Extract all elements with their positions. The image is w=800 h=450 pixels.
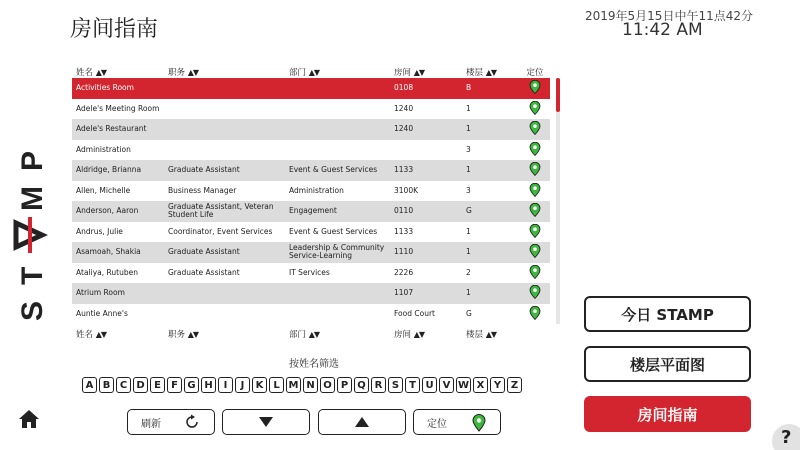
column-footer-name[interactable]: 姓名 ▲▼	[76, 330, 107, 340]
cell-floor: 2	[466, 268, 471, 277]
arrow-up-icon	[354, 416, 370, 428]
locate-label: 定位	[427, 418, 447, 430]
letter-filter-b[interactable]: B	[99, 377, 114, 393]
map-pin-icon[interactable]	[520, 80, 550, 96]
refresh-button[interactable]	[127, 409, 215, 435]
letter-filter-g[interactable]: G	[184, 377, 199, 393]
map-pin-icon[interactable]	[520, 244, 550, 260]
table-row[interactable]	[72, 304, 550, 325]
column-footer-department[interactable]: 部门 ▲▼	[289, 330, 320, 340]
cell-name: Anderson, Aaron	[76, 207, 139, 216]
table-row[interactable]	[72, 78, 550, 99]
cell-job: Graduate Assistant, Veteran Student Life	[168, 203, 274, 220]
filter-label: 按姓名筛选	[289, 359, 339, 370]
cell-floor: G	[466, 207, 472, 216]
letter-filter-v[interactable]: V	[439, 377, 454, 393]
letter-filter-x[interactable]: X	[473, 377, 488, 393]
column-header-job[interactable]: 职务 ▲▼	[168, 68, 199, 78]
map-pin-icon[interactable]	[520, 306, 550, 322]
letter-filter-s[interactable]: S	[388, 377, 403, 393]
letter-filter-w[interactable]: W	[456, 377, 471, 393]
cell-room: 0108	[394, 84, 414, 93]
svg-text:S: S	[16, 300, 49, 321]
map-pin-icon[interactable]	[520, 162, 550, 178]
locate-button[interactable]	[413, 409, 501, 435]
table-row[interactable]	[72, 181, 550, 202]
cell-room: 1240	[394, 125, 414, 134]
room-directory-button[interactable]: 房间指南	[584, 396, 751, 432]
cell-room: 1110	[394, 248, 414, 257]
svg-text:M: M	[16, 186, 49, 211]
cell-name: Andrus, Julie	[76, 227, 123, 236]
letter-filter-z[interactable]: Z	[507, 377, 522, 393]
table-row[interactable]	[72, 99, 550, 120]
column-header-floor[interactable]: 楼层 ▲▼	[466, 68, 497, 78]
cell-job: Graduate Assistant	[168, 248, 240, 257]
table-row[interactable]	[72, 160, 550, 181]
cell-floor: B	[466, 84, 472, 93]
map-pin-icon	[472, 414, 486, 432]
stamp-logo	[8, 135, 50, 325]
scroll-up-button[interactable]	[318, 409, 406, 435]
refresh-label: 刷新	[141, 418, 161, 430]
stamp-today-button[interactable]: 今日 STAMP	[584, 296, 751, 332]
cell-dept: Leadership & Community Service-Learning	[289, 244, 385, 261]
cell-name: Ataliya, Rutuben	[76, 268, 138, 277]
letter-filter-t[interactable]: T	[405, 377, 420, 393]
table-row[interactable]	[72, 283, 550, 304]
scroll-thumb[interactable]	[556, 78, 560, 112]
cell-floor: 1	[466, 248, 471, 257]
page-title: 房间指南	[70, 17, 159, 42]
cell-name: Administration	[76, 145, 131, 154]
cell-name: Allen, Michelle	[76, 186, 131, 195]
floor-plan-button[interactable]: 楼层平面图	[584, 346, 751, 382]
letter-filter-j[interactable]: J	[235, 377, 250, 393]
scrollbar[interactable]	[556, 78, 560, 324]
cell-floor: G	[466, 309, 472, 318]
cell-name: Asamoah, Shakia	[76, 248, 141, 257]
letter-filter-k[interactable]: K	[252, 377, 267, 393]
cell-job: Business Manager	[168, 186, 237, 195]
date-display: 2019年5月15日中午11点42分	[585, 9, 753, 23]
cell-job: Graduate Assistant	[168, 268, 240, 277]
cell-name: Adele's Meeting Room	[76, 104, 160, 113]
cell-floor: 1	[466, 289, 471, 298]
letter-filter-m[interactable]: M	[286, 377, 301, 393]
table-row[interactable]	[72, 201, 550, 222]
cell-job: Graduate Assistant	[168, 166, 240, 175]
map-pin-icon[interactable]	[520, 203, 550, 219]
cell-floor: 1	[466, 104, 471, 113]
letter-filter-h[interactable]: H	[201, 377, 216, 393]
home-icon[interactable]	[18, 408, 40, 430]
letter-filter-e[interactable]: E	[150, 377, 165, 393]
svg-text:T: T	[16, 266, 49, 285]
letter-filter-a[interactable]: A	[82, 377, 97, 393]
refresh-icon	[184, 414, 200, 430]
letter-filter-o[interactable]: O	[320, 377, 335, 393]
cell-name: Aldridge, Brianna	[76, 166, 142, 175]
scroll-down-button[interactable]	[222, 409, 310, 435]
table-row[interactable]	[72, 140, 550, 161]
cell-room: Food Court	[394, 309, 435, 318]
cell-name: Auntie Anne's	[76, 309, 128, 318]
cell-room: 0110	[394, 207, 414, 216]
letter-filter-n[interactable]: N	[303, 377, 318, 393]
cell-dept: Administration	[289, 186, 344, 195]
cell-floor: 3	[466, 145, 471, 154]
letter-filter-y[interactable]: Y	[490, 377, 505, 393]
cell-room: 1133	[394, 166, 414, 175]
letter-filter-d[interactable]: D	[133, 377, 148, 393]
arrow-down-icon	[258, 416, 274, 428]
cell-floor: 1	[466, 166, 471, 175]
table-row[interactable]	[72, 242, 550, 263]
help-icon[interactable]: ?	[772, 424, 800, 450]
column-header-locate: 定位	[526, 68, 544, 78]
cell-room: 1240	[394, 104, 414, 113]
table-footer-header	[72, 324, 550, 344]
letter-filter-l[interactable]: L	[269, 377, 284, 393]
cell-room: 1107	[394, 289, 414, 298]
cell-job: Coordinator, Event Services	[168, 227, 273, 236]
map-pin-icon[interactable]	[520, 101, 550, 117]
column-footer-room[interactable]: 房间 ▲▼	[394, 330, 425, 340]
table-row[interactable]	[72, 119, 550, 140]
cell-dept: Engagement	[289, 207, 337, 216]
cell-name: Atrium Room	[76, 289, 125, 298]
column-footer-floor[interactable]: 楼层 ▲▼	[466, 330, 497, 340]
cell-room: 2226	[394, 268, 414, 277]
map-pin-icon[interactable]	[520, 121, 550, 137]
cell-floor: 3	[466, 186, 471, 195]
column-header-name[interactable]: 姓名 ▲▼	[76, 68, 107, 78]
cell-room: 1133	[394, 227, 414, 236]
letter-filter-q[interactable]: Q	[354, 377, 369, 393]
table-row[interactable]	[72, 263, 550, 284]
letter-filter-u[interactable]: U	[422, 377, 437, 393]
column-header-room[interactable]: 房间 ▲▼	[394, 68, 425, 78]
map-pin-icon[interactable]	[520, 183, 550, 199]
table-row[interactable]	[72, 222, 550, 243]
svg-text:P: P	[16, 150, 49, 171]
cell-floor: 1	[466, 227, 471, 236]
letter-filter-r[interactable]: R	[371, 377, 386, 393]
map-pin-icon[interactable]	[520, 285, 550, 301]
cell-dept: Event & Guest Services	[289, 227, 378, 236]
letter-filter-c[interactable]: C	[116, 377, 131, 393]
letter-filter-f[interactable]: F	[167, 377, 182, 393]
letter-filter-bar	[82, 377, 522, 393]
map-pin-icon[interactable]	[520, 265, 550, 281]
cell-dept: IT Services	[289, 268, 330, 277]
column-footer-job[interactable]: 职务 ▲▼	[168, 330, 199, 340]
cell-name: Adele's Restaurant	[76, 125, 147, 134]
cell-name: Activities Room	[76, 84, 134, 93]
cell-room: 3100K	[394, 186, 419, 195]
letter-filter-p[interactable]: P	[337, 377, 352, 393]
column-header-department[interactable]: 部门 ▲▼	[289, 68, 320, 78]
cell-floor: 1	[466, 125, 471, 134]
map-pin-icon[interactable]	[520, 224, 550, 240]
letter-filter-i[interactable]: I	[218, 377, 233, 393]
cell-dept: Event & Guest Services	[289, 166, 378, 175]
directory-table	[72, 78, 550, 324]
time-display: 11:42 AM	[622, 20, 703, 40]
map-pin-icon[interactable]	[520, 142, 550, 158]
